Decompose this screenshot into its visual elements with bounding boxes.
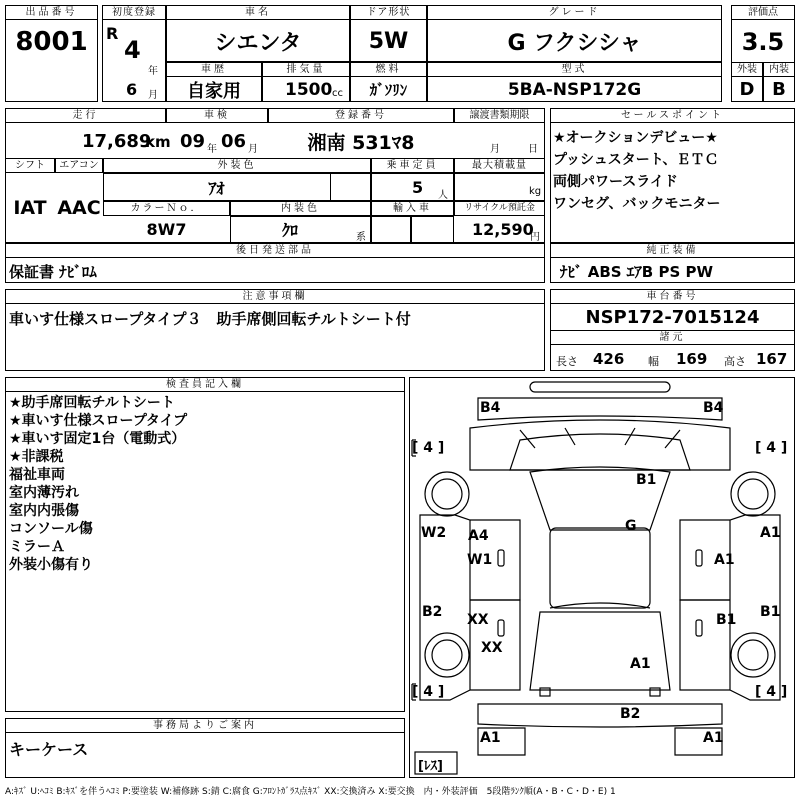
office-label: 事務局よりご案内 — [5, 718, 405, 733]
diag-a4: A4 — [468, 528, 489, 544]
int-label: 内装 — [763, 62, 795, 77]
diag-w2: W2 — [421, 525, 447, 541]
model-value: 5BA-NSP172G — [507, 79, 642, 100]
int-grade: B — [772, 79, 786, 100]
hgt-value: 167 — [756, 350, 788, 368]
later-label: 後日発送部品 — [5, 243, 545, 258]
regno-value: 湘南 531ﾏ8 — [307, 131, 415, 154]
capacity-unit: 人 — [438, 190, 448, 201]
disp-unit: cc — [332, 88, 343, 99]
legend-text: A:ｷｽﾞ U:ﾍｺﾐ B:ｷｽﾞを伴うﾍｺﾐ P:要塗装 W:補修跡 S:錆 C:腐食 G:ﾌﾛﾝﾄｶﾞﾗｽ点ｷｽﾞ XX:交換済み X:要交換 内・外装評価 5段階ﾗﾝｸ順(A・B・C・D・E) 1 — [5, 787, 616, 797]
load-label: 最大積載量 — [454, 158, 545, 173]
inspector-line: ★車いす仕様スロープタイプ — [9, 413, 188, 429]
shift-label: シフト — [5, 158, 55, 173]
reg-year: 4 — [124, 36, 141, 64]
diag-b1-rside: B1 — [760, 604, 781, 620]
capacity-label: 乗車定員 — [371, 158, 454, 173]
history-value: 自家用 — [187, 80, 241, 102]
fuel-value: ｶﾞｿﾘﾝ — [369, 81, 408, 99]
lot-label: 出品番号 — [5, 5, 98, 20]
diag-b2-rear: B2 — [620, 706, 641, 722]
capacity-value: 5 — [412, 178, 424, 197]
transfer-month: 月 — [490, 144, 500, 155]
diag-w1: W1 — [467, 552, 493, 568]
notes-label: 注意事項欄 — [5, 289, 545, 304]
inspector-line: 室内薄汚れ — [9, 485, 79, 501]
inspector-line: ★車いす固定1台（電動式） — [9, 431, 186, 447]
inspector-line: 室内内張傷 — [9, 503, 79, 519]
intcolor-label: 内装色 — [230, 201, 371, 216]
grade-value: G フクシシャ — [507, 30, 642, 56]
load-unit: kg — [529, 186, 542, 197]
import-label: 輸入車 — [371, 201, 454, 216]
recycle-label: リサイクル預託金 — [454, 201, 545, 216]
hgt-label: 高さ — [724, 355, 746, 368]
diag-tire-fr: [ 4 ] — [755, 440, 788, 456]
car-name: シエンタ — [214, 30, 302, 56]
lot-number: 8001 — [15, 27, 88, 57]
inspector-line: 福祉車両 — [9, 467, 65, 483]
diag-b1-roof: B1 — [636, 472, 657, 488]
inspect-label: 車検 — [166, 108, 268, 123]
reg-era: R — [106, 24, 119, 43]
transfer-day: 日 — [528, 144, 538, 155]
inspector-line: ミラーＡ — [9, 539, 65, 555]
colorno-label: カラーＮｏ． — [103, 201, 230, 216]
ac-value: AAC — [57, 197, 101, 219]
diag-a1-rear: A1 — [630, 656, 651, 672]
reg-month: 6 — [126, 80, 138, 99]
ac-label: エアコン — [55, 158, 103, 173]
intcolor-unit: 系 — [356, 232, 366, 243]
score-label: 評価点 — [731, 5, 795, 20]
history-label: 車歴 — [166, 62, 262, 77]
fuel-label: 燃料 — [350, 62, 427, 77]
later-text: 保証書 ﾅﾋﾞﾛﾑ — [9, 263, 97, 281]
model-label: 型式 — [427, 62, 722, 77]
inspect-month-unit: 月 — [248, 144, 258, 155]
mileage-value: 17,689 — [82, 131, 152, 152]
disp-value: 1500 — [285, 80, 333, 100]
len-value: 426 — [593, 350, 625, 368]
inspect-month: 06 — [221, 131, 247, 152]
transfer-label: 譲渡書類期限 — [454, 108, 545, 123]
diag-tire-rl: [ 4 ] — [412, 684, 445, 700]
diag-b1-rdoor: B1 — [716, 612, 737, 628]
ext-label: 外装 — [731, 62, 763, 77]
inspector-line: 外装小傷有り — [9, 557, 93, 573]
wid-label: 幅 — [648, 355, 659, 368]
diag-a1-rdoor: A1 — [714, 552, 735, 568]
diag-tire-fl: [ 4 ] — [412, 440, 445, 456]
doors-value: 5W — [368, 28, 409, 54]
grade-label: グレード — [427, 5, 722, 20]
equip-label: 純正装備 — [550, 243, 795, 258]
diag-tire-rr: [ 4 ] — [755, 684, 788, 700]
chassis-label: 車台番号 — [550, 289, 795, 304]
mileage-label: 走行 — [5, 108, 166, 123]
shift-value: IAT — [13, 197, 47, 219]
doors-label: ドア形状 — [350, 5, 427, 20]
ext-grade: D — [739, 79, 755, 100]
color-label: 外装色 — [103, 158, 371, 173]
sales-line: 両側パワースライド — [553, 174, 678, 190]
score-value: 3.5 — [741, 28, 785, 56]
diag-a1-br: A1 — [703, 730, 724, 746]
sales-line: プッシュスタート、ＥＴＣ — [553, 152, 719, 168]
reg-label: 初度登録 — [102, 5, 166, 20]
inspect-year: 09 — [180, 131, 206, 152]
diag-b2-left: B2 — [422, 604, 443, 620]
colorno-value: 8W7 — [146, 220, 187, 239]
diag-g-glass: G — [625, 518, 637, 534]
diag-b4-left: B4 — [480, 400, 501, 416]
reg-year-unit: 年 — [148, 66, 158, 77]
sales-line: ★オークションデビュー★ — [553, 130, 718, 146]
color-value: ｱｵ — [208, 178, 225, 198]
inspector-line: コンソール傷 — [9, 521, 93, 537]
equip-text: ﾅﾋﾞ ABS ｴｱB PS PW — [560, 263, 714, 281]
diag-b4-right: B4 — [703, 400, 724, 416]
chassis-number: NSP172-7015124 — [585, 306, 760, 328]
diag-xx-ldoor: XX — [467, 612, 489, 628]
wid-value: 169 — [676, 350, 708, 368]
diag-kress: [ﾚｽ] — [418, 759, 443, 774]
dims-label: 諸元 — [550, 330, 795, 345]
diag-a1-rside: A1 — [760, 525, 781, 541]
diag-xx-lrear: XX — [481, 640, 503, 656]
mileage-unit: km — [145, 133, 171, 151]
notes-text: 車いす仕様スロープタイプ３ 助手席側回転チルトシート付 — [9, 310, 411, 328]
recycle-value: 12,590 — [472, 220, 534, 239]
car-label: 車名 — [166, 5, 350, 20]
inspector-line: ★助手席回転チルトシート — [9, 395, 175, 411]
intcolor-value: ｸﾛ — [281, 221, 298, 240]
office-text: キーケース — [9, 740, 89, 759]
diag-a1-bl: A1 — [480, 730, 501, 746]
disp-label: 排気量 — [262, 62, 350, 77]
len-label: 長さ — [556, 355, 578, 368]
inspector-label: 検査員記入欄 — [5, 377, 405, 392]
reg-month-unit: 月 — [148, 90, 158, 101]
inspect-year-unit: 年 — [207, 144, 217, 155]
regno-label: 登録番号 — [268, 108, 454, 123]
inspector-line: ★非課税 — [9, 449, 64, 465]
sales-label: セールスポイント — [550, 108, 795, 123]
recycle-unit: 円 — [530, 232, 540, 243]
sales-line: ワンセグ、バックモニター — [553, 196, 721, 212]
